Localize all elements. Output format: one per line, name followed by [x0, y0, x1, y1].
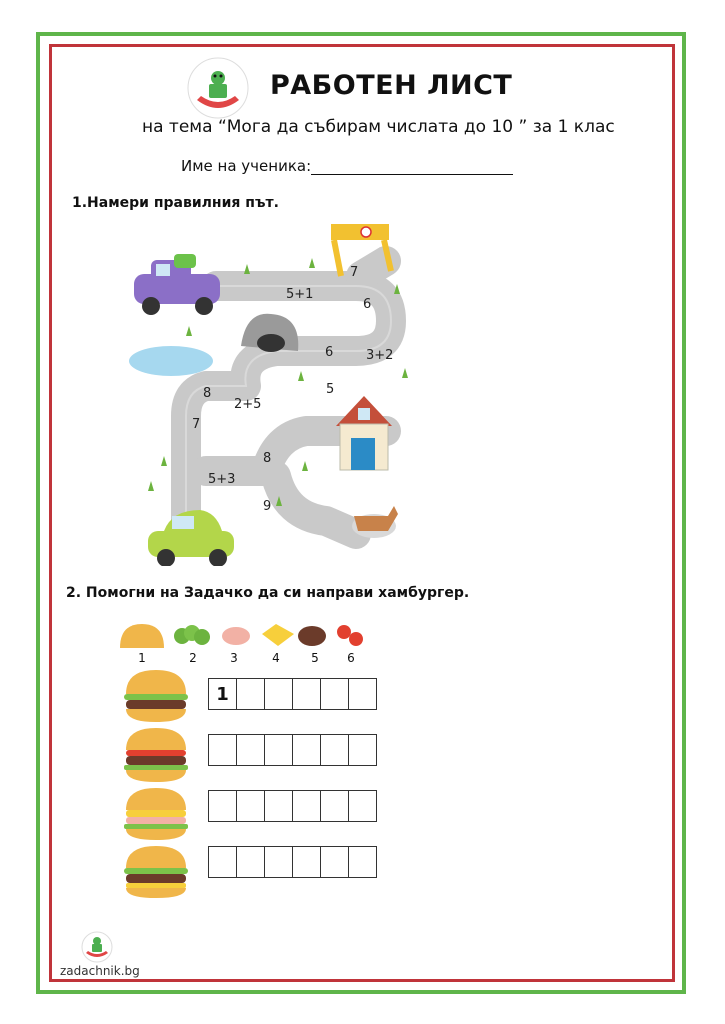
answer-cell[interactable]	[320, 846, 349, 878]
burger-2-icon	[124, 728, 188, 782]
answer-cell[interactable]	[320, 790, 349, 822]
answer-cell[interactable]	[236, 846, 265, 878]
cheese-icon	[262, 624, 294, 646]
answer-cell[interactable]	[264, 678, 293, 710]
answer-cell[interactable]	[348, 846, 377, 878]
footer-site[interactable]: zadachnik.bg	[60, 964, 140, 978]
dog-icon	[352, 506, 398, 538]
burger-3-icon	[124, 788, 188, 840]
answer-grid-4	[208, 846, 377, 878]
ingredient-num-3: 3	[230, 651, 238, 665]
maze-label-9: 8	[263, 451, 272, 466]
purple-car-icon	[134, 254, 220, 315]
student-name-field[interactable]	[311, 174, 513, 175]
zadachnik-logo	[185, 56, 251, 120]
answer-cell[interactable]	[348, 678, 377, 710]
maze-label-4: 3+2	[366, 348, 394, 363]
answer-cell[interactable]	[292, 846, 321, 878]
maze-label-8: 7	[192, 417, 201, 432]
answer-cell[interactable]	[348, 790, 377, 822]
answer-cell[interactable]	[348, 734, 377, 766]
answer-grid-3	[208, 790, 377, 822]
answer-grid-2	[208, 734, 377, 766]
burger-4-icon	[124, 846, 188, 898]
task2-heading: 2. Помогни на Задачко да си направи хамбургер.	[66, 585, 470, 601]
answer-cell[interactable]	[236, 678, 265, 710]
answer-cell[interactable]	[292, 790, 321, 822]
page-title: РАБОТЕН ЛИСТ	[270, 70, 513, 101]
ingredient-num-2: 2	[189, 651, 197, 665]
lettuce-icon	[174, 625, 210, 645]
patty-icon	[298, 626, 326, 646]
maze-label-10: 5+3	[208, 472, 236, 487]
maze-label-1: 5+1	[286, 287, 314, 302]
ingredient-num-5: 5	[311, 651, 319, 665]
ingredient-icons	[118, 620, 378, 654]
student-name-label: Име на ученика:	[181, 157, 312, 175]
answer-cell[interactable]	[208, 846, 237, 878]
answer-cell[interactable]	[208, 790, 237, 822]
maze-label-3: 6	[325, 345, 334, 360]
maze-label-6: 8	[203, 386, 212, 401]
answer-cell[interactable]	[264, 790, 293, 822]
maze-label-2: 6	[363, 297, 372, 312]
ingredient-num-6: 6	[347, 651, 355, 665]
answer-cell[interactable]	[208, 734, 237, 766]
bun-icon	[120, 624, 164, 648]
answer-cell[interactable]	[236, 734, 265, 766]
ingredient-num-4: 4	[272, 651, 280, 665]
maze-label-0: 7	[350, 265, 359, 280]
maze-label-7: 2+5	[234, 397, 262, 412]
burger-images	[122, 668, 190, 898]
answer-cell[interactable]: 1	[208, 678, 237, 710]
answer-cell[interactable]	[320, 678, 349, 710]
answer-cell[interactable]	[320, 734, 349, 766]
answer-cell[interactable]	[264, 734, 293, 766]
ham-icon	[222, 627, 250, 645]
answer-cell[interactable]	[292, 678, 321, 710]
maze-illustration	[126, 216, 416, 566]
maze-label-11: 9	[263, 499, 272, 514]
answer-cell[interactable]	[292, 734, 321, 766]
pond-icon	[129, 346, 213, 376]
house-icon	[336, 396, 392, 470]
burger-1-icon	[124, 670, 188, 722]
ingredient-num-1: 1	[138, 651, 146, 665]
maze-label-5: 5	[326, 382, 335, 397]
answer-cell[interactable]	[264, 846, 293, 878]
answer-cell[interactable]	[236, 790, 265, 822]
tomato-icon	[337, 625, 363, 646]
footer-logo	[80, 930, 114, 964]
page-subtitle: на тема “Мога да събирам числата до 10 ” за 1 клас	[142, 117, 615, 137]
task1-heading: 1.Намери правилния път.	[72, 195, 279, 211]
answer-grid-1	[208, 678, 377, 710]
green-car-icon	[148, 510, 234, 566]
